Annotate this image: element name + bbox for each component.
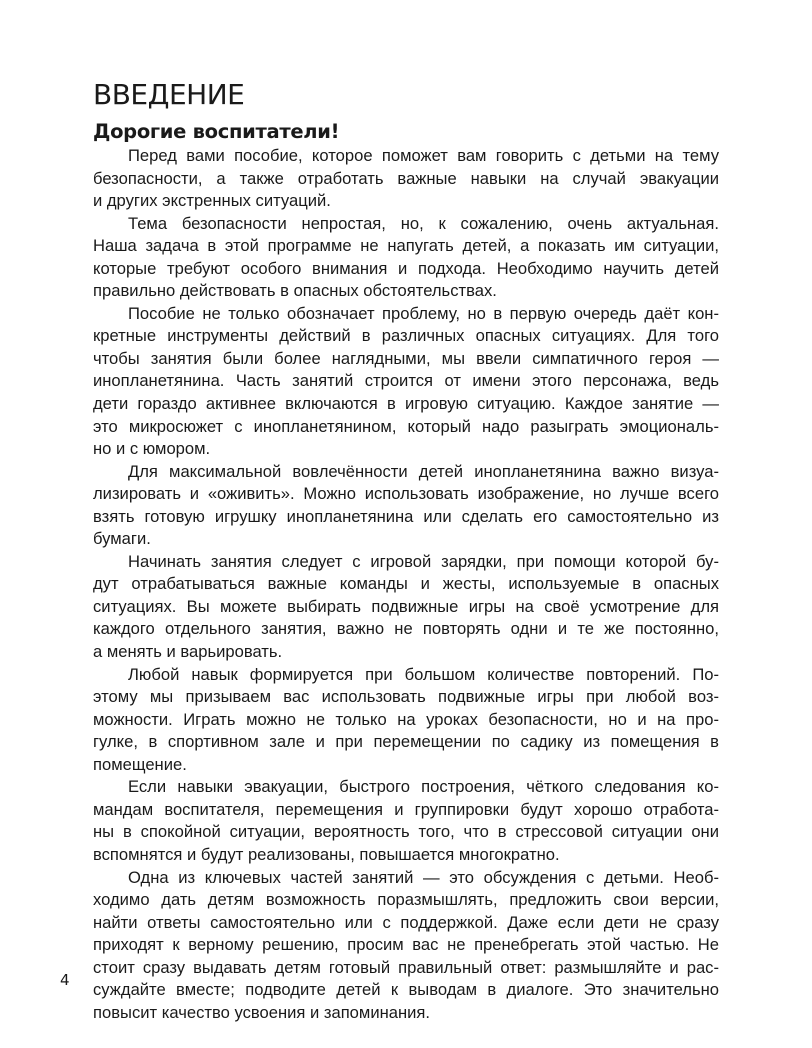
text-line: безопасности, а также отработать важные навыки на случай эвакуации (93, 168, 719, 188)
text-line: бумаги. (93, 529, 151, 549)
paragraph (93, 551, 719, 664)
text-line: ходимо дать детям возможность поразмышлять, предложить свои версии, (93, 890, 719, 910)
page-title: ВВЕДЕНИЕ (93, 78, 245, 111)
text-line: гулке, в спортивном зале и при перемещении по садику из помещения в (93, 732, 719, 752)
page-number: 4 (60, 971, 70, 989)
text-line: Наша задача в этой программе не напугать детей, а показать им ситуации, (93, 236, 719, 256)
text-line: чтобы занятия были более наглядными, мы ввели симпатичного героя — (93, 348, 719, 368)
paragraph (93, 461, 719, 551)
text-line: Любой навык формируется при большом количестве повторений. По- (128, 664, 719, 684)
paragraph (93, 776, 719, 866)
paragraph (93, 303, 719, 461)
text-line: стоит сразу выдавать детям готовый правильный ответ: размышляйте и рас- (93, 957, 719, 977)
text-line: суждайте вместе; подводите детей к выводам в диалоге. Это значительно (93, 980, 719, 1000)
text-line: Пособие не только обозначает проблему, но в первую очередь даёт кон- (128, 303, 719, 323)
paragraph (93, 213, 719, 303)
text-line: взять готовую игрушку инопланетянина или сделать его самостоятельно из (93, 506, 719, 526)
text-line: вспомнятся и будут реализованы, повышается многократно. (93, 844, 560, 864)
text-line: а менять и варьировать. (93, 642, 283, 662)
text-line: Если навыки эвакуации, быстрого построения, чёткого следования ко- (128, 777, 719, 797)
paragraph (93, 664, 719, 777)
text-line: ситуациях. Вы можете выбирать подвижные игры на своё усмотрение для (93, 596, 719, 616)
text-line: дут отрабатываться важные команды и жесты, используемые в опасных (93, 574, 719, 594)
text-line: правильно действовать в опасных обстоятельствах. (93, 281, 497, 301)
text-line: помещение. (93, 754, 187, 774)
body-text (93, 145, 719, 1024)
text-line: Для максимальной вовлечённости детей инопланетянина важно визуа- (128, 461, 719, 481)
greeting-subtitle: Дорогие воспитатели! (93, 120, 340, 143)
text-line: которые требуют особого внимания и подхода. Необходимо научить детей (93, 258, 719, 278)
text-line: Одна из ключевых частей занятий — это обсуждения с детьми. Необ- (128, 867, 719, 887)
text-line: и других экстренных ситуаций. (93, 191, 331, 211)
text-line: повысит качество усвоения и запоминания. (93, 1002, 431, 1022)
text-line: этому мы призываем вас использовать подвижные игры при любой воз- (93, 687, 719, 707)
text-line: мандам воспитателя, перемещения и группировки будут хорошо отработа- (93, 799, 719, 819)
text-line: но и с юмором. (93, 439, 211, 459)
text-line: ны в спокойной ситуации, вероятность того, что в стрессовой ситуации они (93, 822, 719, 842)
text-line: это микросюжет с инопланетянином, который надо разыграть эмоциональ- (93, 416, 719, 436)
text-line: Начинать занятия следует с игровой зарядки, при помощи которой бу- (128, 551, 719, 571)
text-line: приходят к верному решению, просим вас не пренебрегать этой частью. Не (93, 935, 719, 955)
text-line: найти ответы самостоятельно или с поддержкой. Даже если дети не сразу (93, 912, 719, 932)
text-line: Тема безопасности непростая, но, к сожалению, очень актуальная. (128, 213, 719, 233)
text-line: каждого отдельного занятия, важно не повторять одни и те же постоянно, (93, 619, 719, 639)
text-line: дети гораздо активнее включаются в игровую ситуацию. Каждое занятие — (93, 394, 719, 414)
text-line: инопланетянина. Часть занятий строится от имени этого персонажа, ведь (93, 371, 719, 391)
text-line: лизировать и «оживить». Можно использовать изображение, но лучше всего (93, 484, 719, 504)
text-line: кретные инструменты действий в различных опасных ситуациях. Для того (93, 326, 719, 346)
text-line: Перед вами пособие, которое поможет вам говорить с детьми на тему (128, 146, 719, 165)
paragraph (93, 145, 719, 213)
paragraph (93, 867, 719, 1025)
text-line: можности. Играть можно не только на уроках безопасности, но и на про- (93, 709, 719, 729)
